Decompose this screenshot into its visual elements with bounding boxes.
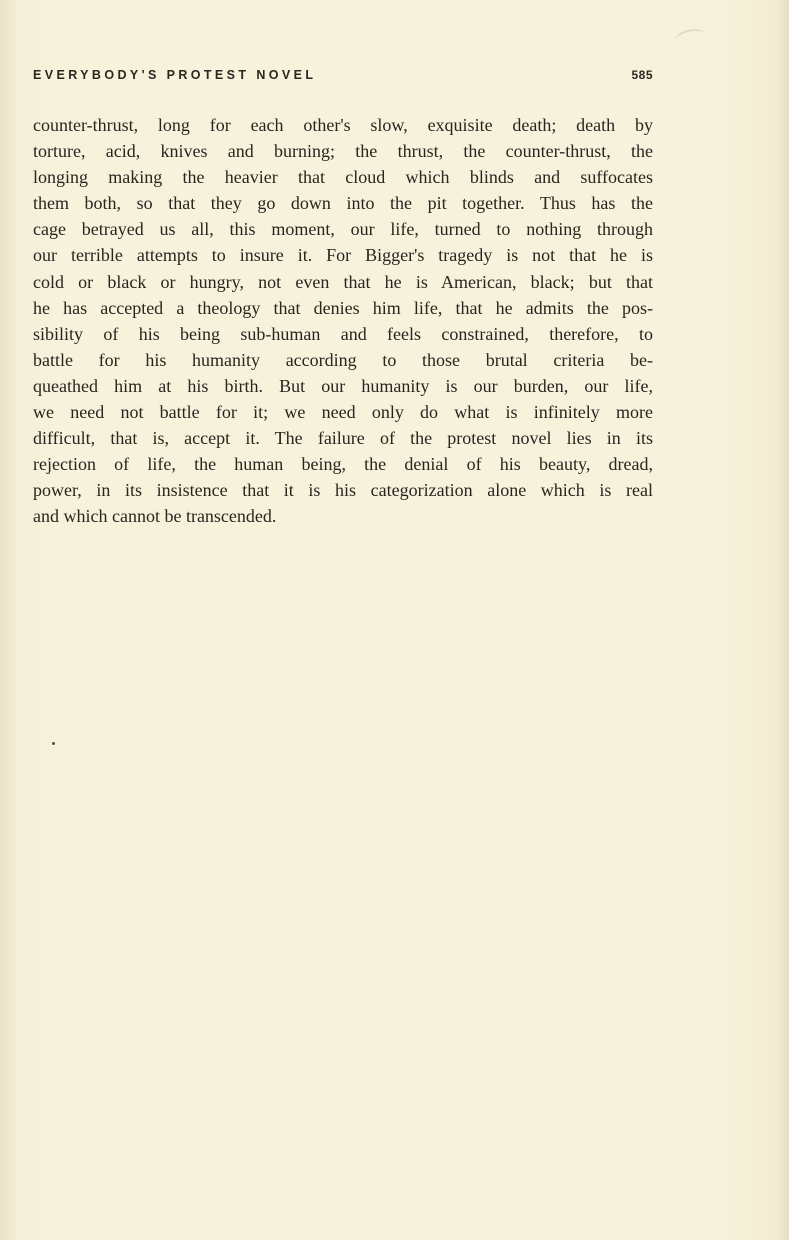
paper-speck — [52, 742, 55, 745]
text-line: battle for his humanity according to those brutal criteria be- — [33, 349, 653, 370]
text-line: longing making the heavier that cloud which blinds and suffocates — [33, 167, 653, 188]
corner-pencil-mark: ⌒ — [673, 25, 711, 66]
text-line: he has accepted a theology that denies him life, that he admits the pos- — [33, 297, 653, 318]
text-line: our terrible attempts to insure it. For Bigger's tragedy is not that he is — [33, 245, 653, 266]
text-line: cold or black or hungry, not even that he is American, black; but that — [33, 271, 653, 292]
text-line: rejection of life, the human being, the denial of his beauty, dread, — [33, 454, 653, 475]
text-line: difficult, that is, accept it. The failure of the protest novel lies in its — [33, 428, 653, 449]
text-line: cage betrayed us all, this moment, our life, turned to nothing through — [33, 219, 653, 240]
text-line: power, in its insistence that it is his categorization alone which is real — [33, 480, 653, 501]
text-line-last: and which cannot be transcended. — [33, 506, 277, 527]
text-line: we need not battle for it; we need only do what is infinitely more — [33, 402, 653, 423]
text-line: sibility of his being sub-human and feels constrained, therefore, to — [33, 323, 653, 344]
text-line: torture, acid, knives and burning; the thrust, the counter-thrust, the — [33, 141, 653, 162]
running-head: EVERYBODY'S PROTEST NOVEL — [33, 68, 317, 82]
text-line: queathed him at his birth. But our humanity is our burden, our life, — [33, 375, 653, 396]
text-line: counter-thrust, long for each other's slow, exquisite death; death by — [33, 115, 653, 135]
page-header — [33, 68, 653, 82]
page-number: 585 — [631, 68, 653, 82]
text-line: them both, so that they go down into the pit together. Thus has the — [33, 193, 653, 214]
body-paragraph — [33, 112, 653, 530]
